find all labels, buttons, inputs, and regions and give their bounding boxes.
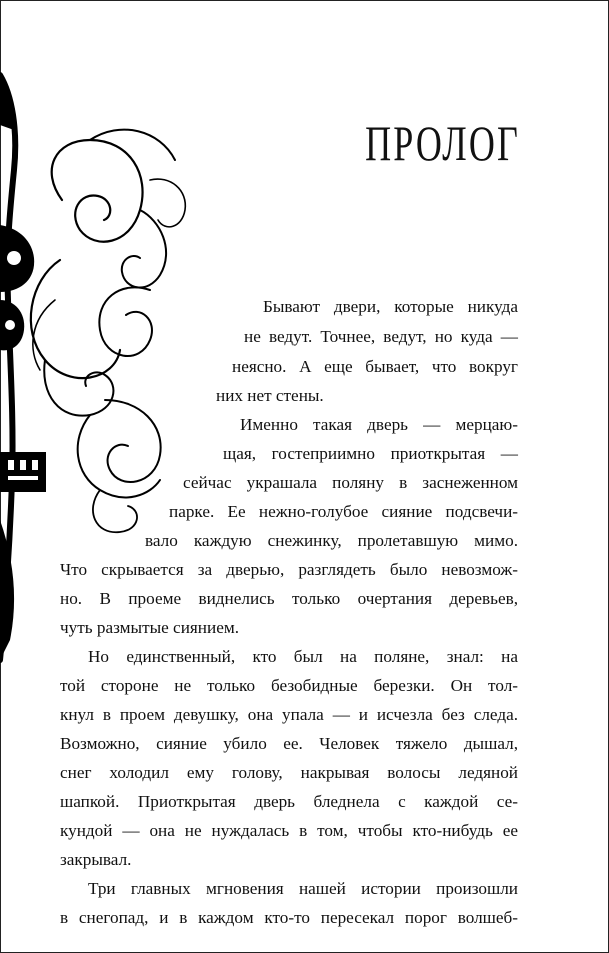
text-line: снег холодил ему голову, накрывая волосы ледяной [60,763,518,782]
text-line: Именно такая дверь — мерцаю- [240,415,518,434]
text-line: них нет стены. [216,386,324,405]
text-line: Бывают двери, которые никуда [263,297,518,316]
text-line: сейчас украшала поляну в заснеженном [183,473,518,492]
text-line: Но единственный, кто был на поляне, знал: на [88,647,518,666]
text-line: кнул в проем девушку, она упала — и исчезла без следа. [60,705,518,724]
text-line: не ведут. Точнее, ведут, но куда — [244,327,518,346]
text-line: кундой — она не нуждалась в том, чтобы кто-нибудь ее [60,821,518,840]
text-line: чуть размытые сиянием. [60,618,239,637]
text-line: щая, гостеприимно приоткрытая — [223,444,518,463]
text-line: вало каждую снежинку, пролетавшую мимо. [145,531,518,550]
text-line: в снегопад, и в каждом кто-то пересекал порог волшеб- [60,908,518,927]
text-line: Что скрывается за дверью, разглядеть было невозмож- [60,560,518,579]
text-line: закрывал. [60,850,132,869]
text-line: той стороне не только безобидные березки. Он тол- [60,676,518,695]
chapter-title: ПРОЛОГ [365,115,520,171]
text-line: но. В проеме виднелись только очертания деревьев, [60,589,518,608]
text-line: неясно. А еще бывает, что вокруг [232,357,518,376]
text-line: Три главных мгновения нашей истории произошли [88,879,518,898]
text-line: Возможно, сияние убило ее. Человек тяжело дышал, [60,734,518,753]
text-line: парке. Ее нежно-голубое сияние подсвечи- [169,502,518,521]
text-line: шапкой. Приоткрытая дверь бледнела с каждой се- [60,792,518,811]
